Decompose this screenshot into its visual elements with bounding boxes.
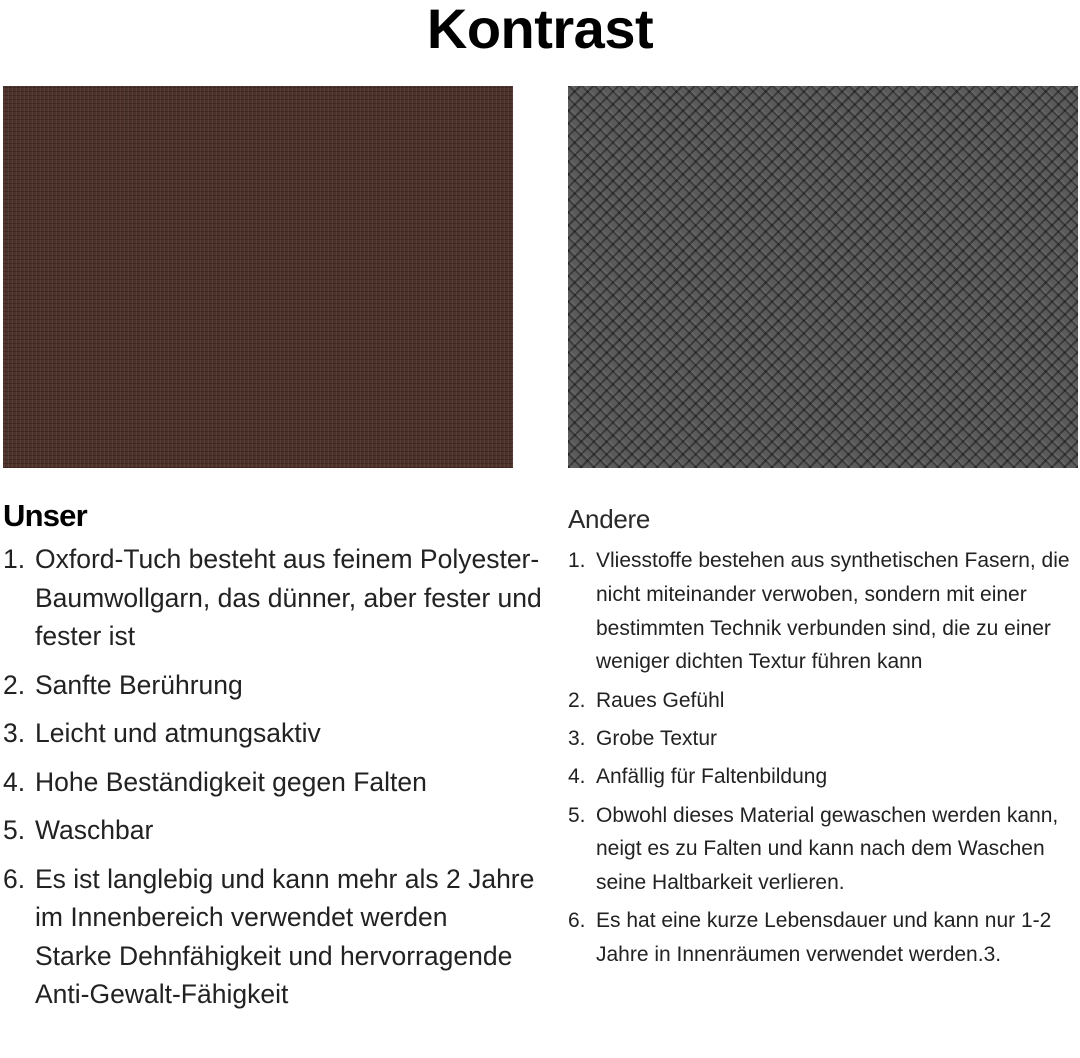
other-heading: Andere xyxy=(568,504,651,534)
item-text: Anfällig für Faltenbildung xyxy=(596,765,828,789)
item-text: Waschbar xyxy=(35,815,154,845)
list-item xyxy=(3,763,543,802)
item-text: Leicht und atmungsaktiv xyxy=(35,718,321,748)
list-item xyxy=(568,722,1080,756)
ours-feature-list xyxy=(3,540,543,1014)
other-feature-list xyxy=(568,544,1080,972)
item-text: Oxford-Tuch besteht aus feinem Polyester-Baumwollgarn, das dünner, aber fester und fester ist xyxy=(35,544,542,651)
item-text: Sanfte Berührung xyxy=(35,669,243,700)
list-item xyxy=(3,811,543,850)
item-text: Grobe Textur xyxy=(596,726,718,750)
other-column xyxy=(568,502,1080,972)
item-number: 6. xyxy=(568,909,586,933)
item-text: Hohe Beständigkeit gegen Falten xyxy=(35,766,427,797)
ours-heading: Unser xyxy=(3,498,87,533)
oxford-fabric-swatch xyxy=(3,86,513,468)
nonwoven-fabric-swatch xyxy=(568,86,1078,468)
item-number: 4. xyxy=(3,766,26,797)
page-title: Kontrast xyxy=(426,0,654,60)
item-number: 5. xyxy=(3,815,26,845)
list-item xyxy=(3,860,543,1014)
list-item xyxy=(568,760,1080,794)
item-text: Es ist langlebig und kann mehr als 2 Jahre im Innenbereich verwendet werden xyxy=(35,863,535,932)
item-number: 2. xyxy=(3,669,26,700)
item-extra-text: Starke Dehnfähigkeit und hervorragende Anti-Gewalt-Fähigkeit xyxy=(35,940,513,1009)
list-item xyxy=(568,544,1080,679)
list-item xyxy=(568,799,1080,900)
list-item xyxy=(3,714,543,753)
item-number: 3. xyxy=(568,726,586,750)
item-number: 2. xyxy=(568,688,586,712)
item-number: 4. xyxy=(568,765,586,789)
list-item xyxy=(568,684,1080,718)
item-text: Vliesstoffe bestehen aus synthetischen Fasern, die nicht miteinander verwoben, sondern mit einer bestimmten Technik verbunden sind, die zu einer weniger dichten Textur führen kann xyxy=(596,549,1070,674)
ours-column xyxy=(3,496,543,1014)
item-text: Raues Gefühl xyxy=(596,688,725,712)
item-text-group xyxy=(35,860,543,1014)
list-item xyxy=(568,904,1080,972)
item-number: 1. xyxy=(3,544,26,574)
item-number: 6. xyxy=(3,863,26,894)
item-number: 5. xyxy=(568,803,586,827)
item-number: 1. xyxy=(568,549,586,572)
list-item xyxy=(3,666,543,705)
item-text: Es hat eine kurze Lebensdauer und kann nur 1-2 Jahre in Innenräumen verwendet werden.3. xyxy=(596,909,1052,967)
list-item xyxy=(3,540,543,656)
item-text: Obwohl dieses Material gewaschen werden kann, neigt es zu Falten und kann nach dem Waschen seine Haltbarkeit verlieren. xyxy=(596,803,1059,895)
item-number: 3. xyxy=(3,718,26,748)
